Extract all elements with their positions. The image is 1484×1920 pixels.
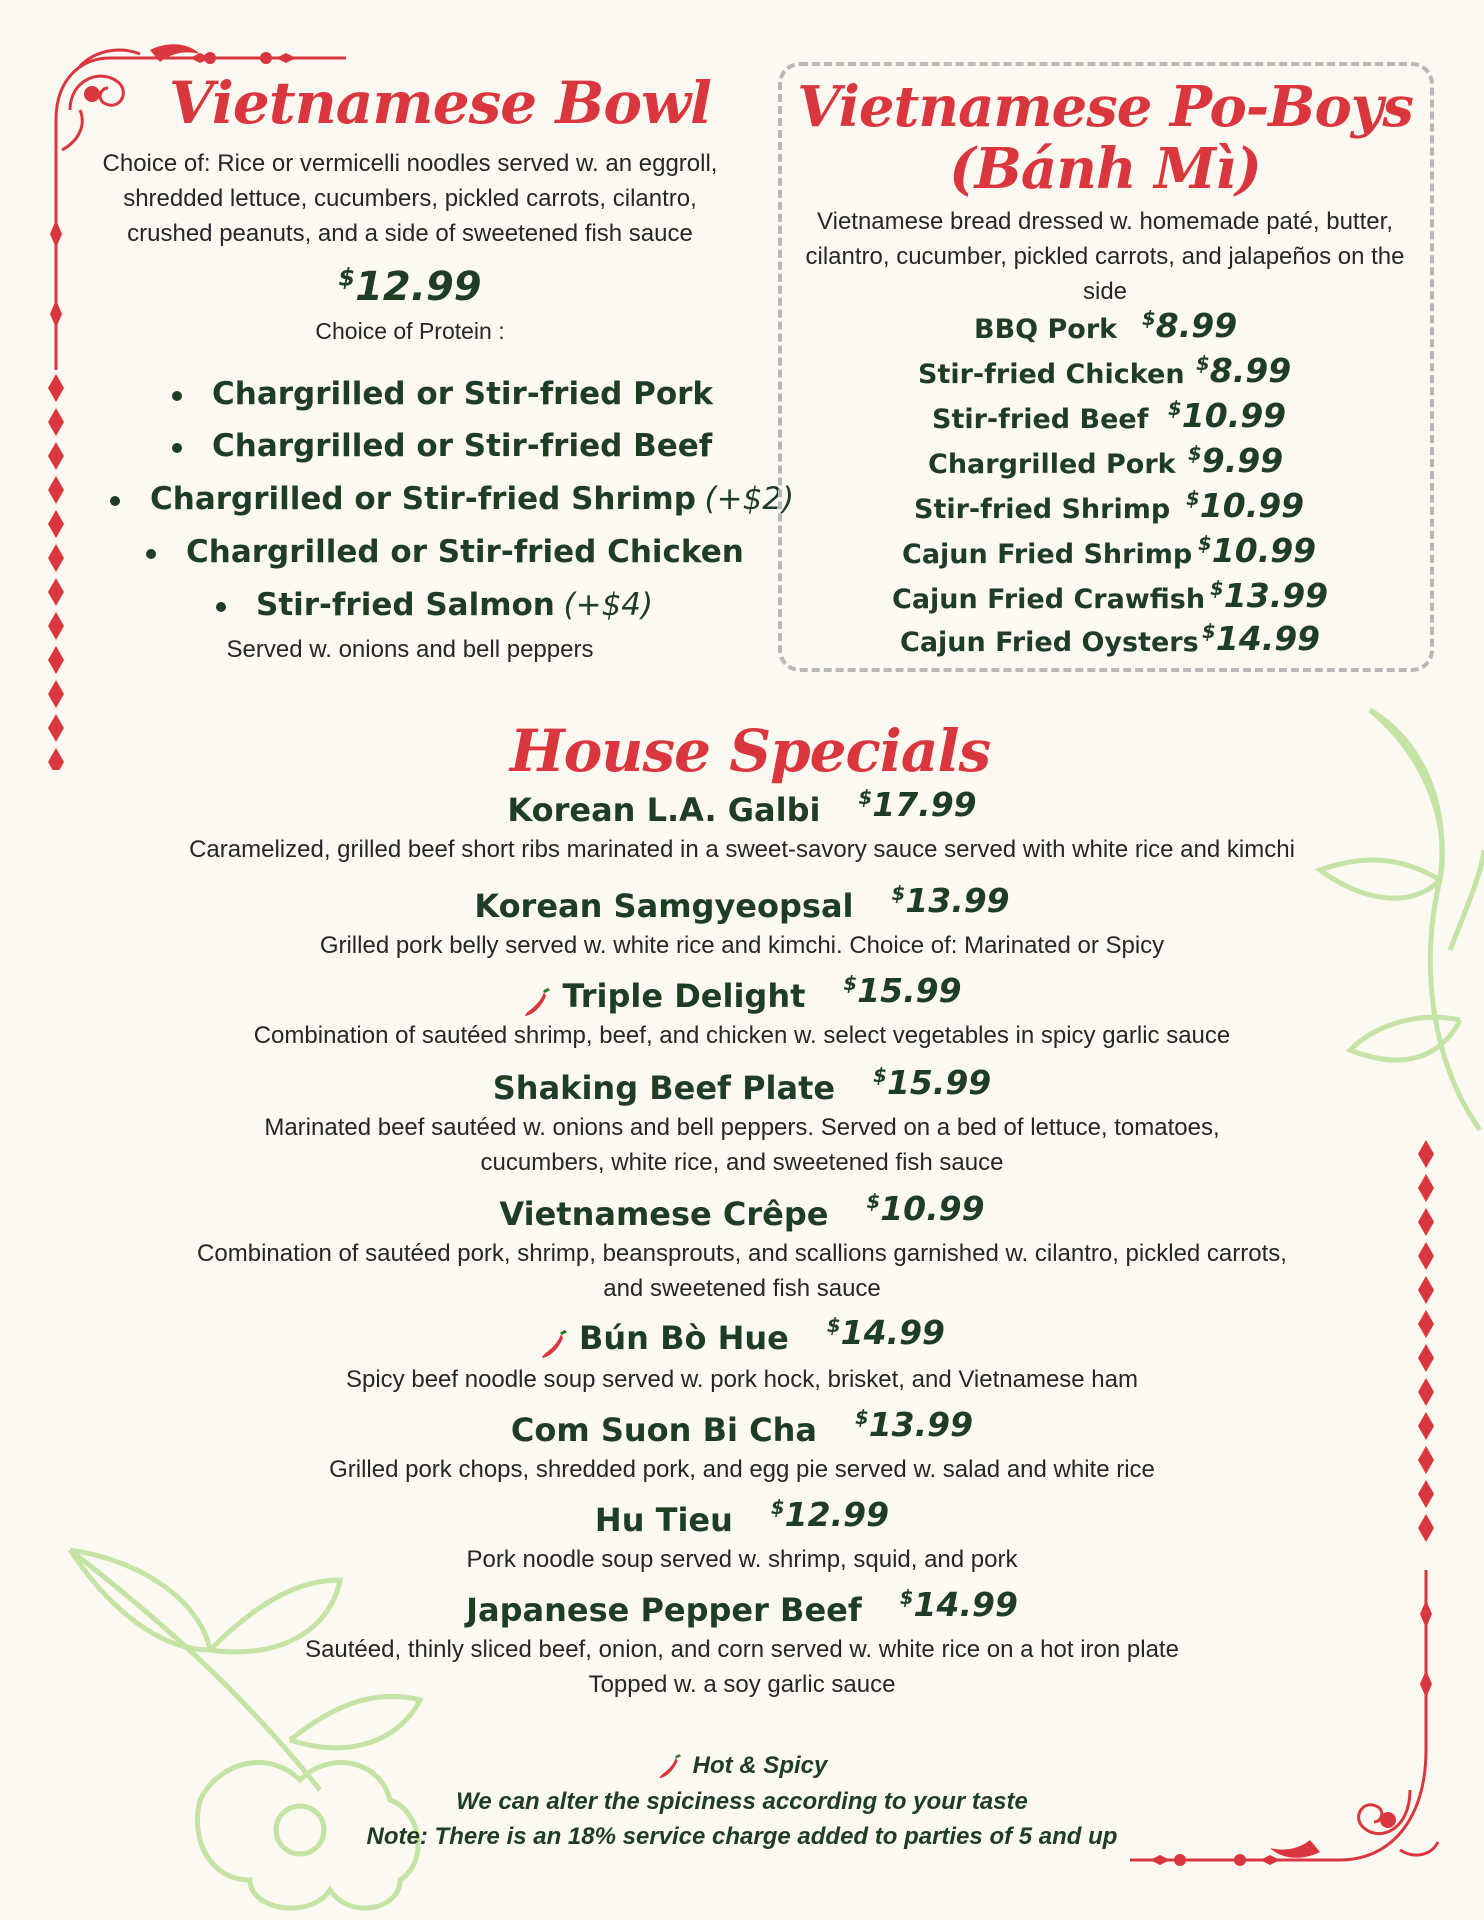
protein-item: Chargrilled or Stir-fried Beef bbox=[172, 428, 712, 464]
poboy-item: BBQ Pork $8.99 bbox=[974, 306, 1238, 345]
price-currency: $ bbox=[338, 263, 356, 292]
special-item: Korean L.A. Galbi $17.99 bbox=[507, 785, 977, 829]
special-description: Sautéed, thinly sliced beef, onion, and corn served w. white rice on a hot iron plate Topped w. a soy garlic sauce bbox=[305, 1636, 1179, 1698]
chili-pepper-icon bbox=[539, 1330, 567, 1360]
bowl-note: Served w. onions and bell peppers bbox=[226, 636, 594, 663]
poboy-item: Stir-fried Beef $10.99 bbox=[932, 396, 1287, 435]
special-item: Triple Delight $15.99 bbox=[0, 976, 1484, 1018]
bowl-title: Vietnamese Bowl bbox=[168, 69, 712, 137]
special-description: Combination of sautéed shrimp, beef, and chicken w. select vegetables in spicy garlic sauce bbox=[253, 1022, 1231, 1049]
poboy-title: Vietnamese Po-Boys (Bánh Mì) bbox=[797, 74, 1413, 202]
chili-pepper-icon bbox=[522, 988, 550, 1018]
protein-item: Chargrilled or Stir-fried Pork bbox=[172, 376, 713, 412]
special-description: Caramelized, grilled beef short ribs marinated in a sweet-savory sauce served with white rice and kimchi bbox=[189, 836, 1295, 863]
poboy-item: Cajun Fried Crawfish $13.99 bbox=[892, 576, 1329, 615]
special-item: Hu Tieu $12.99 bbox=[594, 1495, 890, 1539]
special-item: Shaking Beef Plate $15.99 bbox=[492, 1063, 992, 1107]
special-item: Vietnamese Crêpe $10.99 bbox=[499, 1189, 985, 1233]
spicy-legend: Hot & Spicy bbox=[0, 1752, 1484, 1780]
bullet-icon bbox=[146, 549, 156, 559]
special-item: Com Suon Bi Cha $13.99 bbox=[510, 1405, 974, 1449]
bowl-price bbox=[310, 264, 510, 310]
special-description: Grilled pork chops, shredded pork, and egg pie served w. salad and white rice bbox=[329, 1456, 1155, 1483]
special-description: Pork noodle soup served w. shrimp, squid, and pork bbox=[466, 1546, 1018, 1573]
chili-pepper-icon bbox=[657, 1754, 681, 1780]
spiciness-note: We can alter the spiciness according to your taste bbox=[456, 1788, 1028, 1815]
service-charge-note: Note: There is an 18% service charge added to parties of 5 and up bbox=[366, 1823, 1118, 1850]
protein-item: Chargrilled or Stir-fried Chicken bbox=[146, 534, 744, 570]
bullet-icon bbox=[110, 496, 120, 506]
bowl-price-value: 12.99 bbox=[355, 264, 482, 310]
special-item: Bún Bò Hue $14.99 bbox=[0, 1318, 1484, 1360]
house-specials-title: House Specials bbox=[509, 717, 991, 785]
poboy-item: Stir-fried Shrimp $10.99 bbox=[914, 486, 1305, 525]
poboy-item: Cajun Fried Oysters $14.99 bbox=[900, 619, 1321, 658]
special-description: Spicy beef noodle soup served w. pork hock, brisket, and Vietnamese ham bbox=[345, 1366, 1138, 1393]
special-item: Japanese Pepper Beef $14.99 bbox=[466, 1585, 1018, 1629]
poboy-item: Chargrilled Pork $9.99 bbox=[928, 441, 1284, 480]
bullet-icon bbox=[172, 443, 182, 453]
poboy-item: Stir-fried Chicken $8.99 bbox=[918, 351, 1292, 390]
special-description: Grilled pork belly served w. white rice and kimchi. Choice of: Marinated or Spicy bbox=[319, 932, 1165, 959]
special-description: Marinated beef sautéed w. onions and bell peppers. Served on a bed of lettuce, tomatoes, cucumbers, white rice, and sweetened fish sauce bbox=[264, 1114, 1220, 1176]
bowl-description: Choice of: Rice or vermicelli noodles served w. an eggroll, shredded lettuce, cucumbers, pickled carrots, cilantro, crushed peanuts, and a side of sweetened fish sauce bbox=[102, 150, 718, 247]
protein-item: Stir-fried Salmon (+$4) bbox=[216, 587, 653, 623]
poboy-item: Cajun Fried Shrimp $10.99 bbox=[902, 531, 1317, 570]
bullet-icon bbox=[172, 391, 182, 401]
special-item: Korean Samgyeopsal $13.99 bbox=[474, 881, 1010, 925]
protein-label: Choice of Protein : bbox=[315, 318, 505, 344]
special-description: Combination of sautéed pork, shrimp, beansprouts, and scallions garnished w. cilantro, pickled carrots, and sweetened fish sauce bbox=[197, 1240, 1287, 1302]
protein-item: Chargrilled or Stir-fried Shrimp (+$2) bbox=[110, 481, 794, 517]
poboy-description: Vietnamese bread dressed w. homemade paté, butter, cilantro, cucumber, pickled carrots, and jalapeños on the side bbox=[805, 208, 1405, 305]
bullet-icon bbox=[216, 602, 226, 612]
